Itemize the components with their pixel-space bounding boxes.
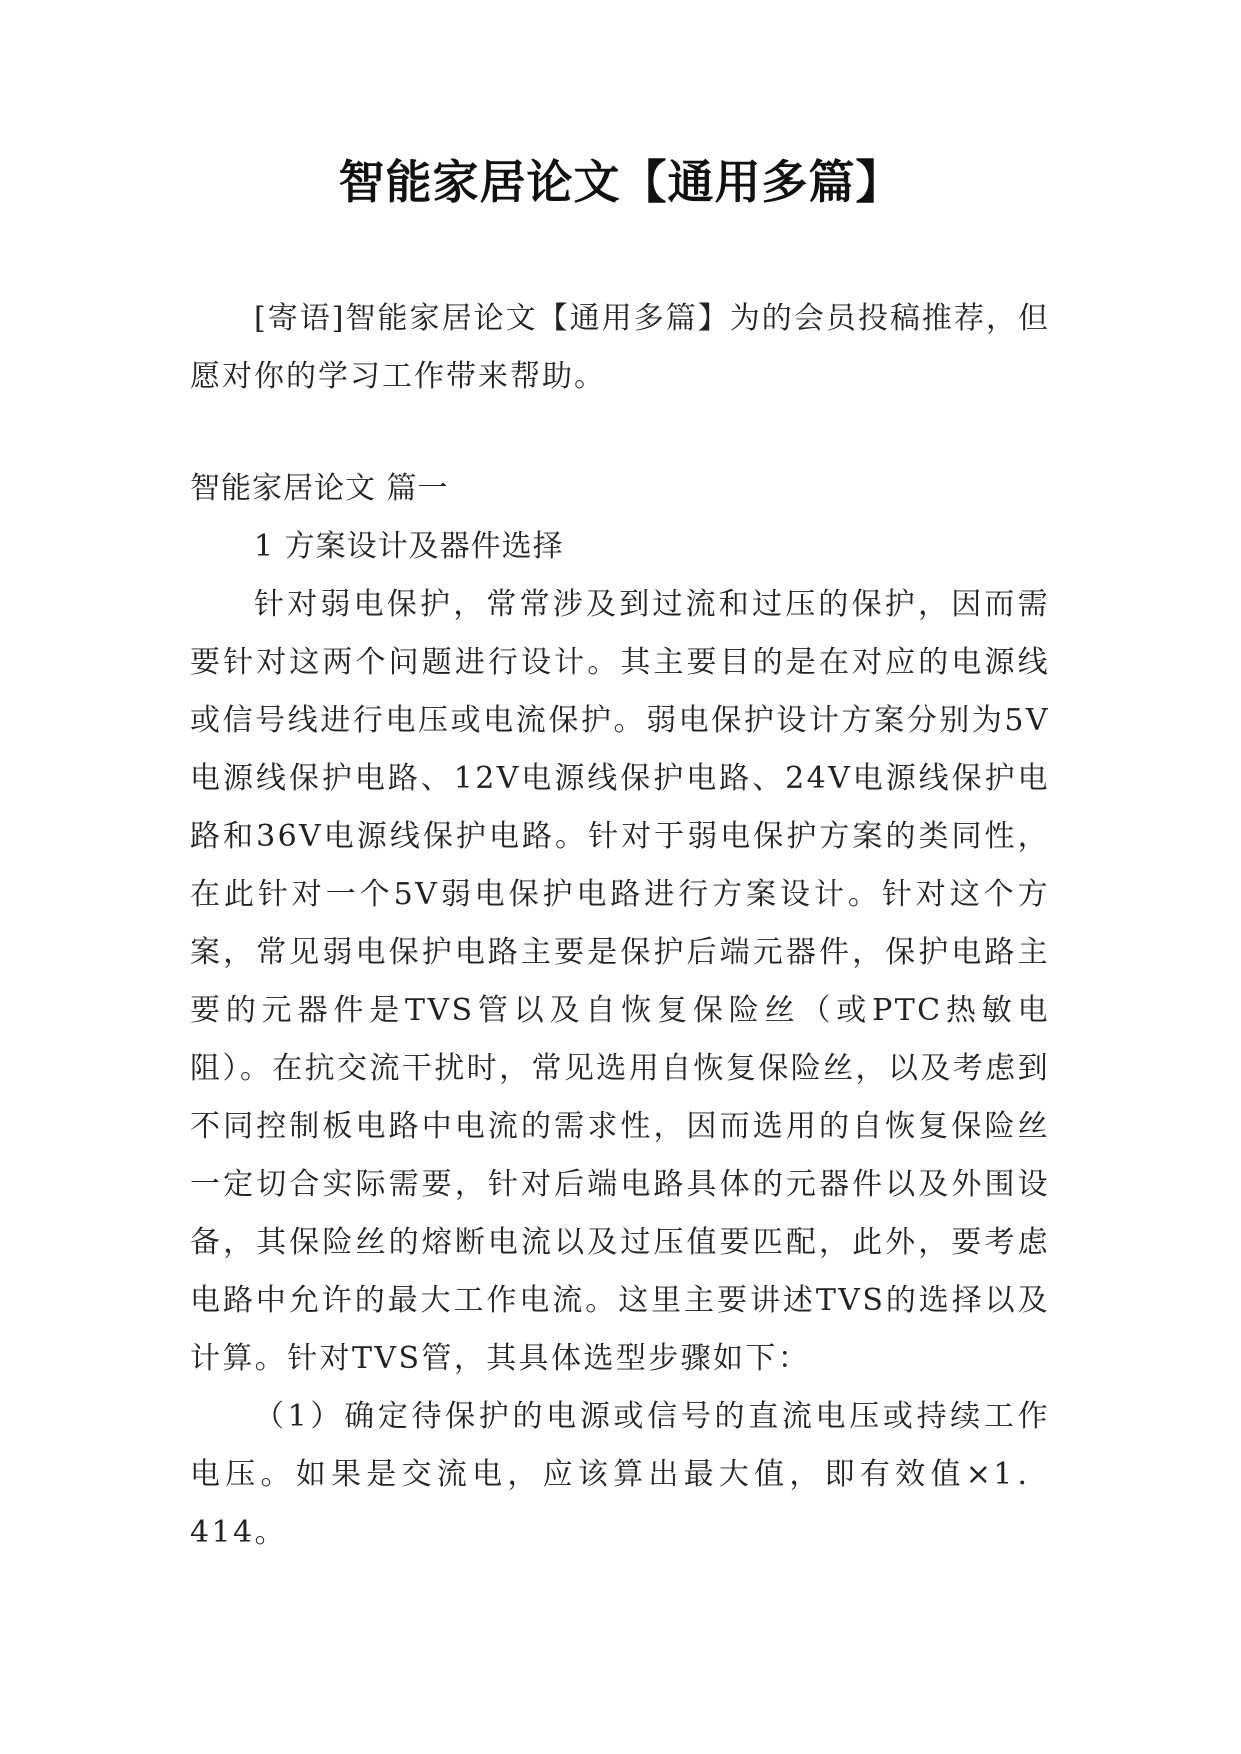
section-heading: 智能家居论文 篇一 xyxy=(190,471,449,506)
document-title: 智能家居论文【通用多篇】 xyxy=(338,155,903,209)
subsection-heading: 1 方案设计及器件选择 xyxy=(254,529,564,564)
intro-paragraph: [寄语]智能家居论文【通用多篇】为的会员投稿推荐，但愿对你的学习工作带来帮助。 xyxy=(190,301,1050,394)
body-paragraph: 针对弱电保护，常常涉及到过流和过压的保护，因而需要针对这两个问题进行设计。其主要目的是在对应的电源线或信号线进行电压或电流保护。弱电保护设计方案分别为5V电源线保护电路、12V电源线保护电路、24V电源线保护电路和36V电源线保护电路。针对于弱电保护方案的类同性，在此针对一个5V弱电保护电路进行方案设计。针对这个方案，常见弱电保护电路主要是保护后端元器件，保护电路主要的元器件是TVS管以及自恢复保险丝（或PTC热敏电阻）。在抗交流干扰时，常见选用自恢复保险丝，以及考虑到不同控制板电路中电流的需求性，因而选用的自恢复保险丝一定切合实际需要，针对后端电路具体的元器件以及外围设备，其保险丝的熔断电流以及过压值要匹配，此外，要考虑电路中允许的最大工作电流。这里主要讲述TVS的选择以及计算。针对TVS管，其具体选型步骤如下： xyxy=(190,587,1050,1376)
list-item-paragraph: （1）确定待保护的电源或信号的直流电压或持续工作电压。如果是交流电，应该算出最大值，即有效值×1．414。 xyxy=(190,1399,1050,1550)
